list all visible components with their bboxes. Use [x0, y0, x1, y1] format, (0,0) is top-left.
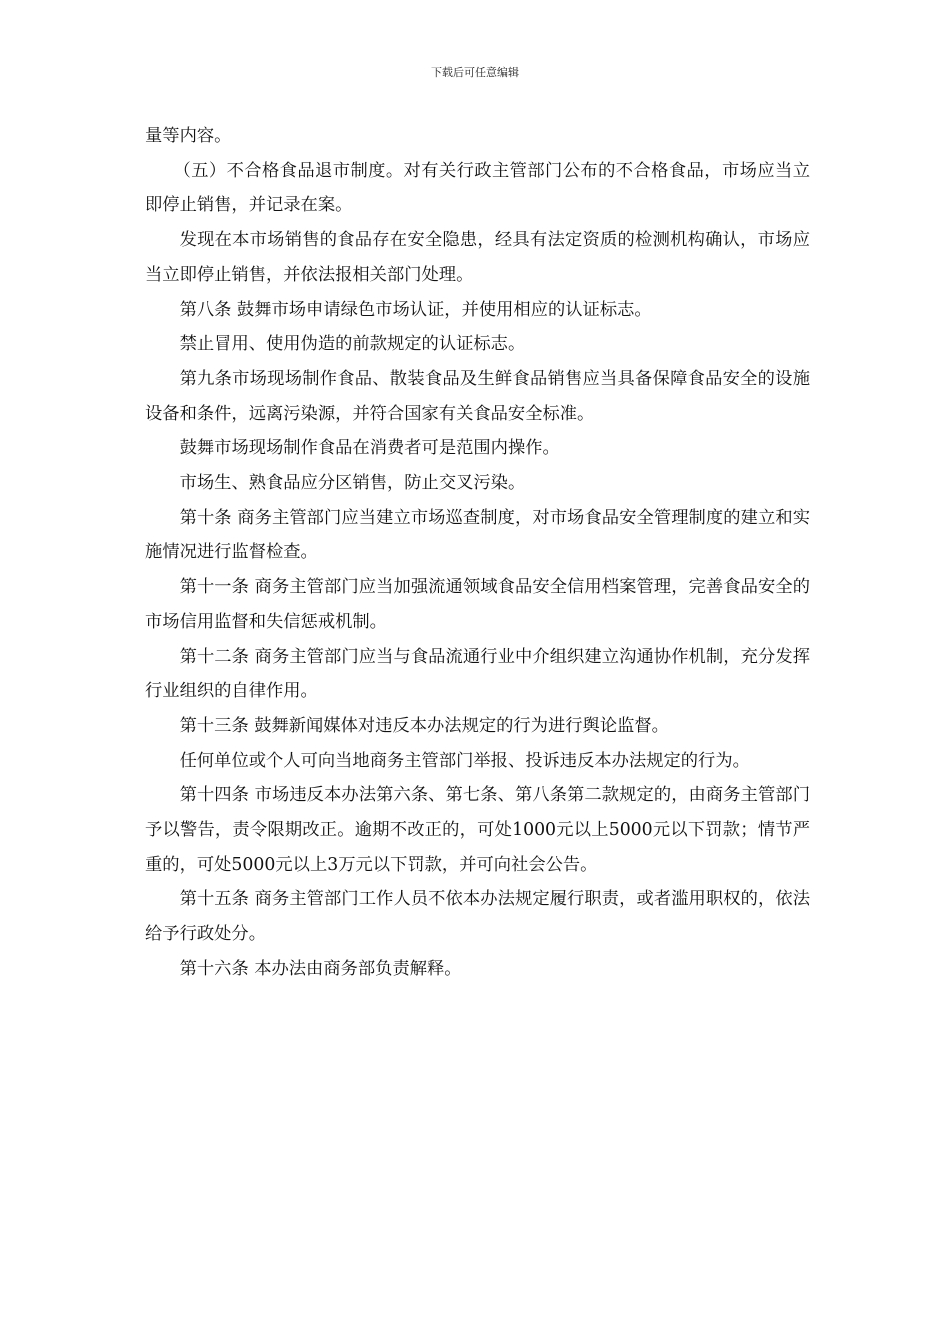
paragraph: 第八条 鼓舞市场申请绿色市场认证，并使用相应的认证标志。: [179, 299, 652, 320]
paragraph: 发现在本市场销售的食品存在安全隐患，经具有法定资质的检测机构确认，市场应当立即停止销售，并依法报相关部门处理。: [145, 230, 810, 285]
paragraph: 第十一条 商务主管部门应当加强流通领域食品安全信用档案管理，完善食品安全的市场信用监督和失信惩戒机制。: [145, 577, 810, 632]
paragraph: 市场生、熟食品应分区销售，防止交叉污染。: [179, 473, 526, 494]
paragraph: （五）不合格食品退市制度。对有关行政主管部门公布的不合格食品，市场应当立即停止销售，并记录在案。: [145, 160, 810, 216]
paragraph: 禁止冒用、使用伪造的前款规定的认证标志。: [179, 334, 526, 355]
paragraph: 任何单位或个人可向当地商务主管部门举报、投诉违反本办法规定的行为。: [179, 750, 750, 771]
paragraph: 第九条市场现场制作食品、散装食品及生鲜食品销售应当具备保障食品安全的设施设备和条件，远离污染源，并符合国家有关食品安全标准。: [145, 368, 810, 424]
paragraph: 第十二条 商务主管部门应当与食品流通行业中介组织建立沟通协作机制，充分发挥行业组织的自律作用。: [145, 646, 810, 702]
document-body: [145, 119, 810, 987]
paragraph: 第十五条 商务主管部门工作人员不依本办法规定履行职责，或者滥用职权的，依法给予行政处分。: [145, 889, 810, 945]
paragraph: 第十六条 本办法由商务部负责解释。: [179, 958, 462, 979]
paragraph: 量等内容。: [145, 126, 232, 146]
paragraph: 第十四条 市场违反本办法第六条、第七条、第八条第二款规定的，由商务主管部门予以警告，责令限期改正。逾期不改正的，可处1000元以上5000元以下罚款；情节严重的，可处5000元以上3万元以下罚款，并可向社会公告。: [145, 785, 810, 875]
page-header: 下载后可任意编辑: [431, 66, 519, 79]
paragraph: 鼓舞市场现场制作食品在消费者可是范围内操作。: [179, 438, 560, 459]
paragraph: 第十条 商务主管部门应当建立市场巡查制度，对市场食品安全管理制度的建立和实施情况进行监督检查。: [145, 507, 810, 563]
paragraph: 第十三条 鼓舞新闻媒体对违反本办法规定的行为进行舆论监督。: [179, 715, 669, 736]
